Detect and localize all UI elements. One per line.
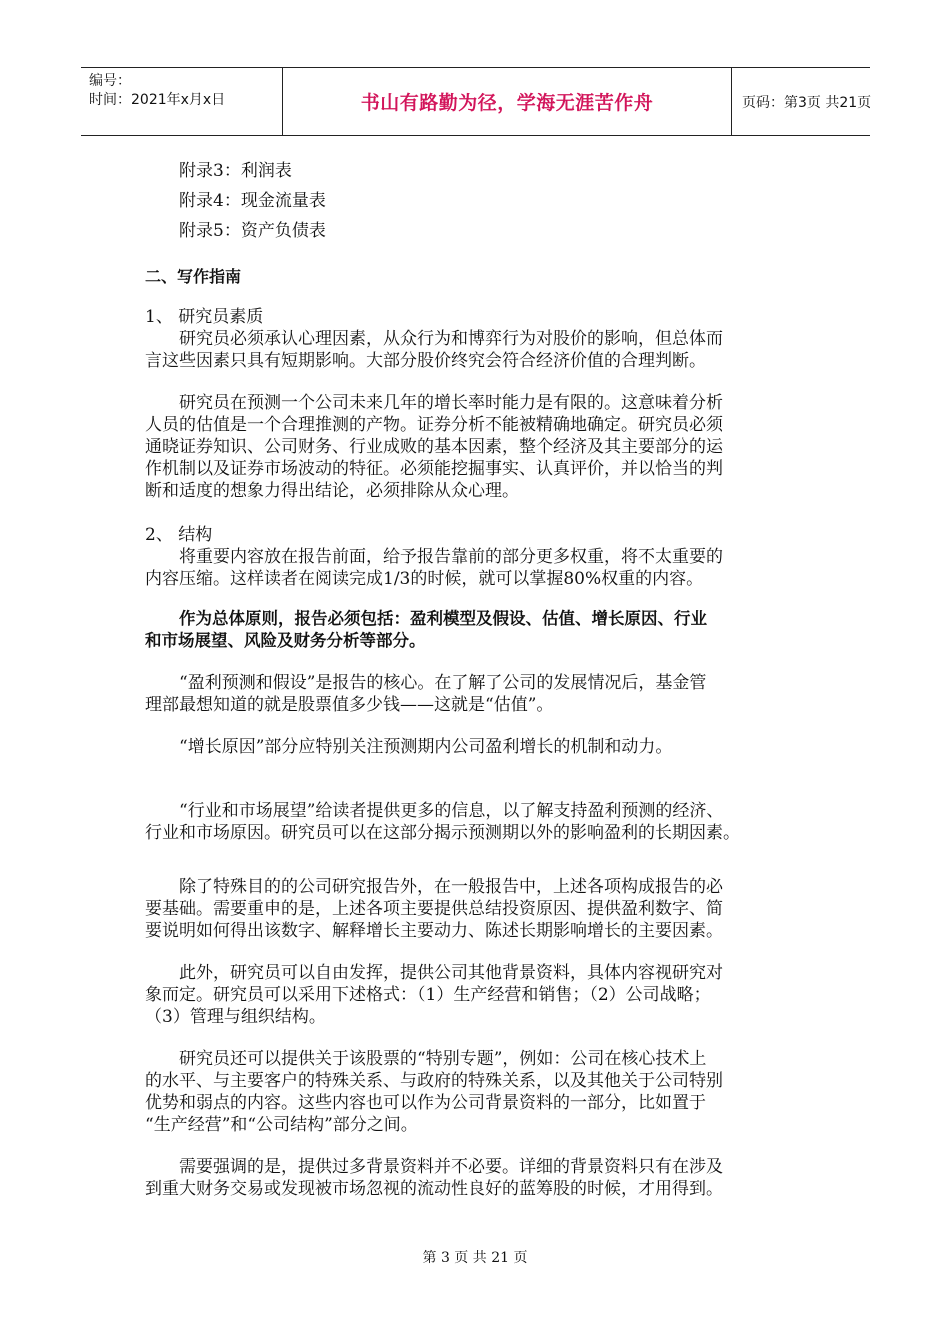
paragraph: 研究员必须承认心理因素，从众行为和博弈行为对股价的影响，但总体而 言这些因素只具有短期影响。大部分股价终究会符合经济价值的合理判断。 <box>145 329 723 371</box>
header-page-number: 页码：第3页 共21页 <box>742 94 872 111</box>
paragraph: “盈利预测和假设”是报告的核心。在了解了公司的发展情况后，基金管 理部最想知道的就是股票值多少钱——这就是“估值”。 <box>145 673 707 715</box>
appendix-item: 附录3：利润表 <box>179 161 292 181</box>
paragraph: 研究员在预测一个公司未来几年的增长率时能力是有限的。这意味着分析 人员的估值是一个合理推测的产物。证券分析不能被精确地确定。研究员必须 通晓证券知识、公司财务、行业成败的基本因素，整个经济及其主要部分的运 作机制以及证券市场波动的特征。必须能挖掘事实、认真评价，并以恰当的判 断和适度的想象力得出结论，必须排除从众心理。 <box>145 393 723 501</box>
paragraph: 将重要内容放在报告前面，给予报告靠前的部分更多权重，将不太重要的 内容压缩。这样读者在阅读完成1/3的时候，就可以掌握80%权重的内容。 <box>145 547 723 589</box>
paragraph: 需要强调的是，提供过多背景资料并不必要。详细的背景资料只有在涉及 到重大财务交易或发现被市场忽视的流动性良好的蓝筹股的时候，才用得到。 <box>145 1157 723 1199</box>
appendix-item: 附录4：现金流量表 <box>179 191 326 211</box>
paragraph: 此外，研究员可以自由发挥，提供公司其他背景资料，具体内容视研究对 象而定。研究员可以采用下述格式：（1）生产经营和销售；（2）公司战略； （3）管理与组织结构。 <box>145 963 723 1027</box>
header-motto-cell <box>282 68 732 135</box>
header-motto: 书山有路勤为径，学海无涯苦作舟 <box>360 92 654 114</box>
document-number-label: 编号： <box>89 73 131 89</box>
paragraph: “行业和市场展望”给读者提供更多的信息，以了解支持盈利预测的经济、 行业和市场原因。研究员可以在这部分揭示预测期以外的影响盈利的长期因素。 <box>145 801 740 843</box>
paragraph: “增长原因”部分应特别关注预测期内公司盈利增长的机制和动力。 <box>179 737 673 757</box>
document-body <box>145 156 811 1200</box>
subsection-title: 2、 结构 <box>145 525 213 545</box>
section-title: 二、写作指南 <box>145 267 242 286</box>
appendix-item: 附录5：资产负债表 <box>179 221 326 241</box>
page-footer: 第 3 页 共 21 页 <box>422 1250 528 1266</box>
bold-principle-paragraph: 作为总体原则，报告必须包括：盈利模型及假设、估值、增长原因、行业 和市场展望、风险及财务分析等部分。 <box>145 609 707 650</box>
paragraph: 除了特殊目的的公司研究报告外，在一般报告中，上述各项构成报告的必 要基础。需要重申的是，上述各项主要提供总结投资原因、提供盈利数字、简 要说明如何得出该数字、解释增长主要动力、陈述长期影响增长的主要因素。 <box>145 877 723 941</box>
page-header <box>81 67 870 136</box>
header-meta <box>81 68 282 135</box>
paragraph: 研究员还可以提供关于该股票的“特别专题”，例如：公司在核心技术上 的水平、与主要客户的特殊关系、与政府的特殊关系，以及其他关于公司特别 优势和弱点的内容。这些内容也可以作为公司背景资料的一部分，比如置于 “生产经营”和“公司结构”部分之间。 <box>145 1049 723 1135</box>
document-date-label: 时间：2021年x月x日 <box>89 92 226 108</box>
subsection-title: 1、 研究员素质 <box>145 307 264 327</box>
